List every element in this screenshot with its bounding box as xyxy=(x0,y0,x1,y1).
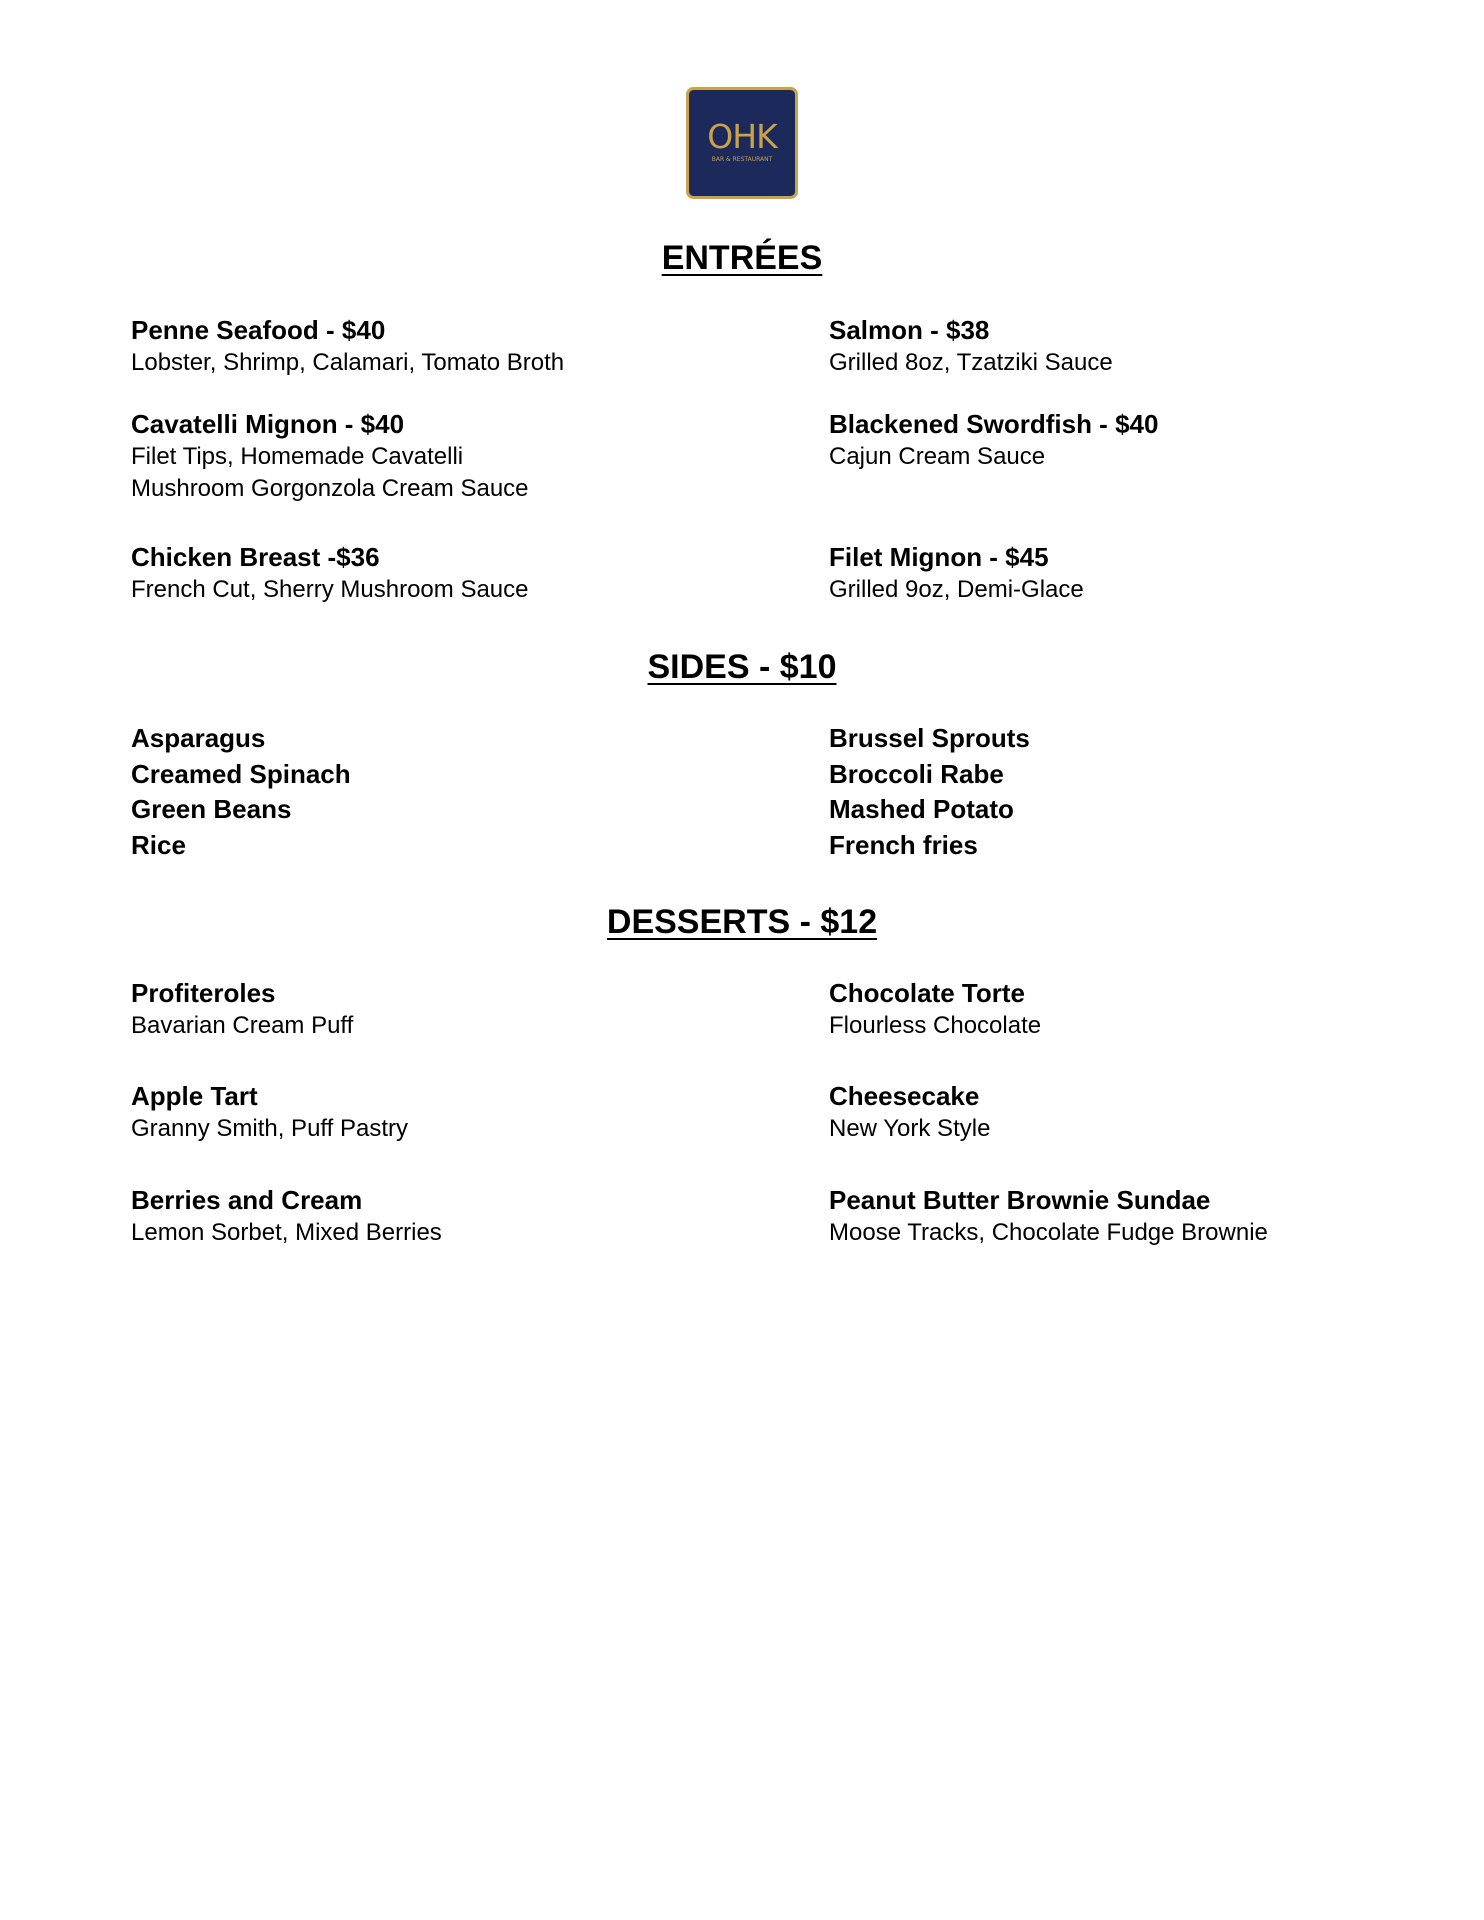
desserts-heading xyxy=(0,902,1484,942)
entree-name: Cavatelli Mignon - $40 xyxy=(131,409,405,439)
entrees-title: ENTRÉES xyxy=(661,239,823,277)
logo-text: OHK xyxy=(707,117,777,156)
entree-desc: Grilled 8oz, Tzatziki Sauce xyxy=(829,349,1113,376)
dessert-name: Chocolate Torte xyxy=(829,978,1025,1008)
dessert-item xyxy=(829,1183,1469,1249)
dessert-item xyxy=(829,1079,1469,1145)
entrees-heading xyxy=(0,238,1484,278)
entree-name: Penne Seafood - $40 xyxy=(131,315,386,345)
dessert-name: Berries and Cream xyxy=(131,1185,363,1215)
dessert-desc: Bavarian Cream Puff xyxy=(131,1012,354,1039)
side-item: Asparagus xyxy=(131,723,266,753)
dessert-item xyxy=(829,976,1469,1042)
dessert-desc: Granny Smith, Puff Pastry xyxy=(131,1115,408,1142)
dessert-item xyxy=(131,1183,771,1249)
sides-heading xyxy=(0,647,1484,687)
entree-item xyxy=(829,540,1469,606)
side-item: Mashed Potato xyxy=(829,794,1014,824)
dessert-desc: Flourless Chocolate xyxy=(829,1012,1042,1039)
dessert-name: Apple Tart xyxy=(131,1081,258,1111)
dessert-item xyxy=(131,1079,771,1145)
side-item: Rice xyxy=(131,829,186,860)
entree-desc: Cajun Cream Sauce xyxy=(829,443,1046,470)
entree-item xyxy=(131,313,771,379)
entree-name: Salmon - $38 xyxy=(829,315,990,345)
sides-list-right xyxy=(829,721,1329,863)
side-item: Creamed Spinach xyxy=(131,758,351,789)
desserts-title: DESSERTS - $12 xyxy=(606,903,878,941)
entree-desc: French Cut, Sherry Mushroom Sauce xyxy=(131,576,529,603)
entree-name: Filet Mignon - $45 xyxy=(829,542,1049,572)
logo-subtext: BAR & RESTAURANT xyxy=(711,156,773,163)
entree-item xyxy=(829,407,1469,473)
entree-desc: Mushroom Gorgonzola Cream Sauce xyxy=(131,475,529,502)
sides-title: SIDES - $10 xyxy=(647,648,837,686)
dessert-name: Cheesecake xyxy=(829,1081,980,1111)
dessert-item xyxy=(131,976,771,1042)
side-item: French fries xyxy=(829,829,978,860)
dessert-desc: New York Style xyxy=(829,1115,991,1142)
entree-item xyxy=(131,407,771,505)
restaurant-logo xyxy=(686,87,798,199)
sides-list-left xyxy=(131,721,631,863)
entree-name: Chicken Breast -$36 xyxy=(131,542,380,572)
entree-item xyxy=(131,540,771,606)
side-item: Green Beans xyxy=(131,794,292,824)
side-item: Broccoli Rabe xyxy=(829,758,1004,789)
entree-desc: Grilled 9oz, Demi-Glace xyxy=(829,576,1084,603)
entree-item xyxy=(829,313,1469,379)
dessert-desc: Moose Tracks, Chocolate Fudge Brownie xyxy=(829,1219,1268,1246)
entree-name: Blackened Swordfish - $40 xyxy=(829,409,1159,439)
entree-desc: Lobster, Shrimp, Calamari, Tomato Broth xyxy=(131,349,565,376)
entree-desc: Filet Tips, Homemade Cavatelli xyxy=(131,443,464,470)
side-item: Brussel Sprouts xyxy=(829,723,1030,753)
dessert-desc: Lemon Sorbet, Mixed Berries xyxy=(131,1219,442,1246)
dessert-name: Profiteroles xyxy=(131,978,276,1008)
dessert-name: Peanut Butter Brownie Sundae xyxy=(829,1185,1211,1215)
